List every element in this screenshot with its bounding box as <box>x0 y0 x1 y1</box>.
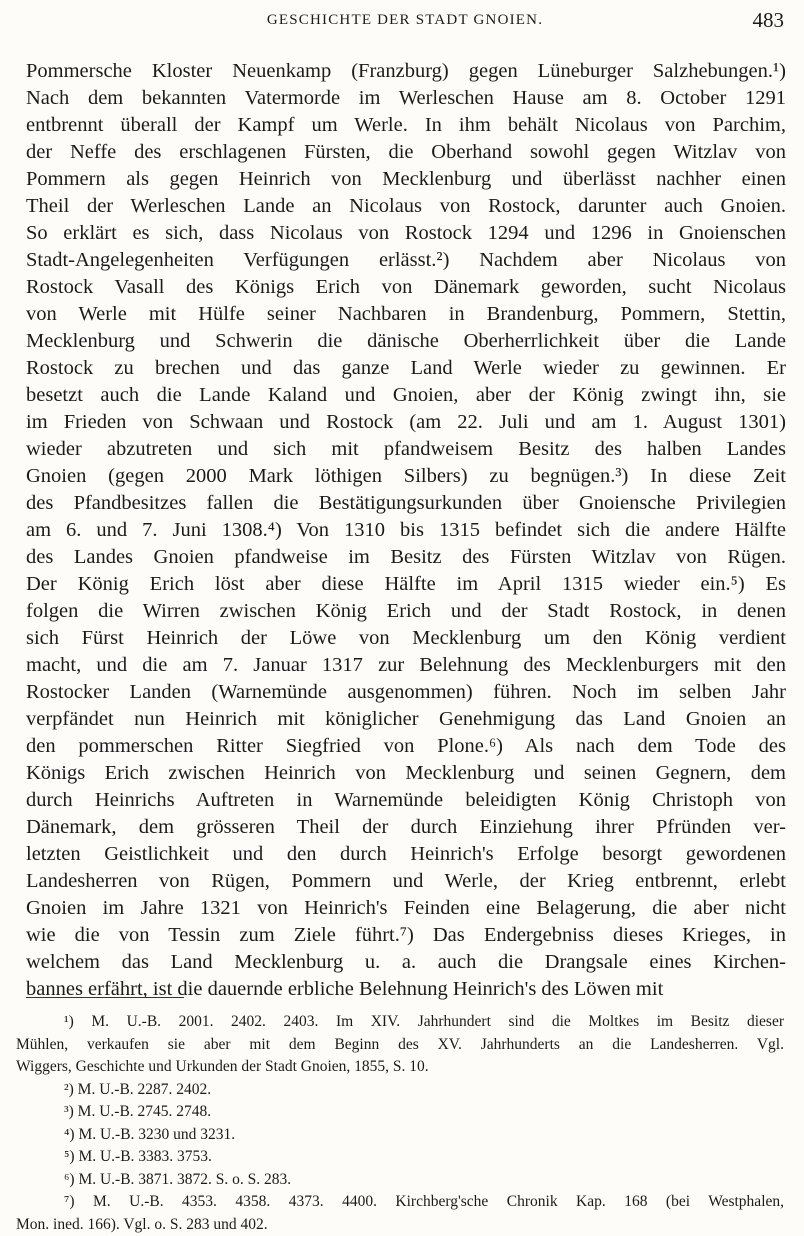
text-line: Königs Erich zwischen Heinrich von Mecklenburg und seinen Gegnern, dem <box>26 762 786 784</box>
text-line: sich Fürst Heinrich der Löwe von Mecklenburg um den König verdient <box>26 627 786 649</box>
footnote-line: ⁷) M. U.-B. 4353. 4358. 4373. 4400. Kirchberg'sche Chronik Kap. 168 (bei Westphalen, <box>64 1193 784 1210</box>
text-line: am 6. und 7. Juni 1308.⁴) Von 1310 bis 1315 befindet sich die andere Hälfte <box>26 519 786 541</box>
text-line: Pommersche Kloster Neuenkamp (Franzburg) gegen Lüneburger Salzhebungen.¹) <box>26 60 786 82</box>
text-line: wie die von Tessin zum Ziele führt.⁷) Das Endergebniss dieses Krieges, in <box>26 924 786 946</box>
text-line: Stadt-Angelegenheiten Verfügungen erlässt.²) Nachdem aber Nicolaus von <box>26 249 786 271</box>
footnote-line: Wiggers, Geschichte und Urkunden der Stadt Gnoien, 1855, S. 10. <box>16 1058 429 1075</box>
running-head: GESCHICHTE DER STADT GNOIEN. <box>266 12 544 28</box>
text-line: Rostock Vasall des Königs Erich von Dänemark geworden, sucht Nicolaus <box>26 276 786 298</box>
text-line: Rostock zu brechen und das ganze Land Werle wieder zu gewinnen. Er <box>26 357 786 379</box>
text-line: So erklärt es sich, dass Nicolaus von Rostock 1294 und 1296 in Gnoienschen <box>26 222 786 244</box>
text-line: durch Heinrichs Auftreten in Warnemünde beleidigten König Christoph von <box>26 789 786 811</box>
text-line: Dänemark, dem grösseren Theil der durch Einziehung ihrer Pfründen ver- <box>26 816 786 838</box>
text-line: bannes erfährt, ist die dauernde erbliche Belehnung Heinrich's des Löwen mit <box>26 978 664 1000</box>
footnotes <box>16 1011 784 1236</box>
footnote-line: Mühlen, verkaufen sie aber mit dem Beginn des XV. Jahrhunderts an die Landesherren. Vgl. <box>16 1035 784 1053</box>
text-line: folgen die Wirren zwischen König Erich und der Stadt Rostock, in denen <box>26 600 786 622</box>
footnote-line: ⁴) M. U.-B. 3230 und 3231. <box>64 1125 236 1143</box>
text-line: Theil der Werleschen Lande an Nicolaus von Rostock, darunter auch Gnoien. <box>26 195 786 217</box>
text-line: der Neffe des erschlagenen Fürsten, die Oberhand sowohl gegen Witzlav von <box>26 141 786 163</box>
footnote-line: ⁵) M. U.-B. 3383. 3753. <box>64 1148 212 1165</box>
main-text <box>26 58 786 1003</box>
text-line: im Frieden von Schwaan und Rostock (am 22. Juli und am 1. August 1301) <box>26 411 786 433</box>
text-line: den pommerschen Ritter Siegfried von Plone.⁶) Als nach dem Tode des <box>26 735 786 757</box>
text-line: Nach dem bekannten Vatermorde im Werleschen Hause am 8. October 1291 <box>26 87 786 109</box>
text-line: macht, und die am 7. Januar 1317 zur Belehnung des Mecklenburgers mit den <box>26 654 786 676</box>
text-line: von Werle mit Hülfe seiner Nachbaren in Brandenburg, Pommern, Stettin, <box>26 303 786 325</box>
text-line: wieder abzutreten und sich mit pfandweisem Besitz des halben Landes <box>26 438 786 460</box>
text-line: des Pfandbesitzes fallen die Bestätigungsurkunden über Gnoiensche Privilegien <box>26 492 786 514</box>
page-header <box>26 8 784 38</box>
footnote-line: Mon. ined. 166). Vgl. o. S. 283 und 402. <box>16 1215 268 1233</box>
text-line: des Landes Gnoien pfandweise im Besitz des Fürsten Witzlav von Rügen. <box>26 546 786 568</box>
text-line: Pommern als gegen Heinrich von Mecklenburg und überlässt nachher einen <box>26 168 786 190</box>
text-line: Gnoien (gegen 2000 Mark löthigen Silbers) zu begnügen.³) In diese Zeit <box>26 465 786 487</box>
text-line: besetzt auch die Lande Kaland und Gnoien, aber der König zwingt ihn, sie <box>26 384 786 406</box>
text-line: Rostocker Landen (Warnemünde ausgenommen) führen. Noch im selben Jahr <box>26 681 786 703</box>
footnote-line: ¹) M. U.-B. 2001. 2402. 2403. Im XIV. Jahrhundert sind die Moltkes im Besitz dieser <box>64 1013 784 1030</box>
footnote-line: ⁶) M. U.-B. 3871. 3872. S. o. S. 283. <box>64 1170 292 1188</box>
text-line: Der König Erich löst aber diese Hälfte im April 1315 wieder ein.⁵) Es <box>26 573 786 595</box>
text-line: verpfändet nun Heinrich mit königlicher Genehmigung das Land Gnoien an <box>26 708 786 730</box>
page-number: 483 <box>752 8 784 32</box>
footnote-line: ³) M. U.-B. 2745. 2748. <box>64 1103 212 1120</box>
footnote-line: ²) M. U.-B. 2287. 2402. <box>64 1080 212 1098</box>
footnote-separator <box>26 997 184 998</box>
text-line: letzten Geistlichkeit und den durch Heinrich's Erfolge besorgt gewordenen <box>26 843 786 865</box>
text-line: Gnoien im Jahre 1321 von Heinrich's Feinden eine Belagerung, die aber nicht <box>26 897 786 919</box>
text-line: Mecklenburg und Schwerin die dänische Oberherrlichkeit über die Lande <box>26 330 786 352</box>
text-line: Landesherren von Rügen, Pommern und Werle, der Krieg entbrennt, erlebt <box>26 870 786 892</box>
text-line: entbrennt überall der Kampf um Werle. In ihm behält Nicolaus von Parchim, <box>26 114 786 136</box>
text-line: welchem das Land Mecklenburg u. a. auch die Drangsale eines Kirchen- <box>26 951 786 973</box>
